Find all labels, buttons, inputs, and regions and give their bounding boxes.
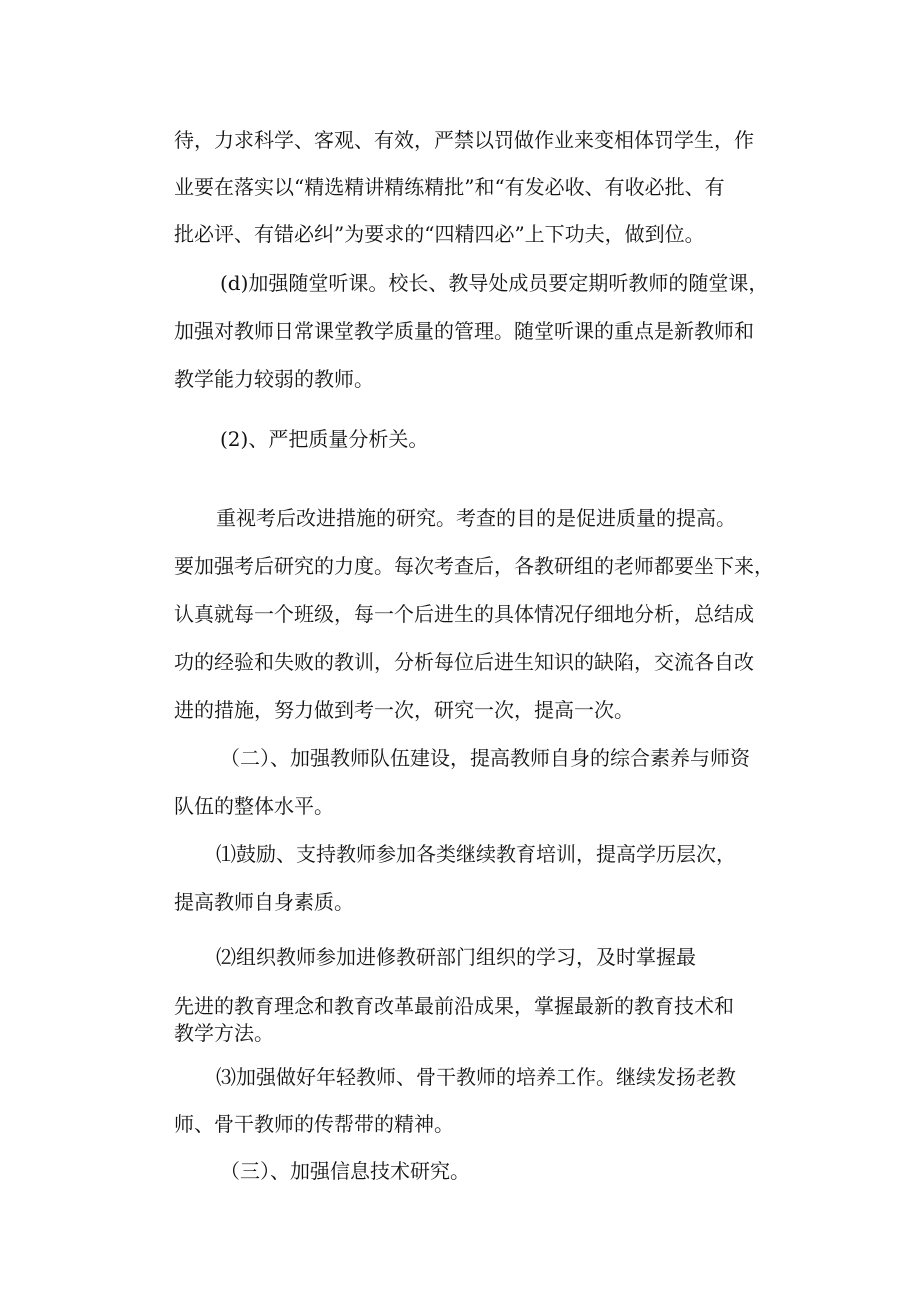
paragraph-line: 待，力求科学、客观、有效，严禁以罚做作业来变相体罚学生，作 (174, 128, 754, 152)
paragraph-line: 业要在落实以“精选精讲精练精批”和“有发必收、有收必批、有 (174, 175, 725, 199)
paragraph-line: 教学能力较弱的教师。 (174, 367, 374, 391)
section-heading: (2)、严把质量分析关。 (220, 427, 429, 451)
paragraph-line: 要加强考后研究的力度。每次考查后，各教研组的老师都要坐下来， (174, 554, 774, 578)
paragraph-line: 重视考后改进措施的研究。考查的目的是促进质量的提高。 (216, 506, 736, 530)
section-heading: （二）、加强教师队伍建设，提高教师自身的综合素养与师资 (220, 746, 750, 770)
paragraph-line: 教学方法。 (174, 1021, 274, 1045)
paragraph-line: 批必评、有错必纠”为要求的“四精四必”上下功夫，做到位。 (174, 222, 705, 246)
paragraph-line: 师、骨干教师的传帮带的精神。 (174, 1112, 454, 1136)
paragraph-line: ⑶加强做好年轻教师、骨干教师的培养工作。继续发扬老教 (216, 1065, 736, 1089)
paragraph-line: 队伍的整体水平。 (174, 794, 334, 818)
paragraph-line: ⑵组织教师参加进修教研部门组织的学习，及时掌握最 (216, 945, 696, 969)
paragraph-line: ⑴鼓励、支持教师参加各类继续教育培训，提高学历层次， (216, 842, 736, 866)
paragraph-line: (d)加强随堂听课。校长、教导处成员要定期听教师的随堂课， (220, 271, 769, 295)
paragraph-line: 加强对教师日常课堂教学质量的管理。随堂听课的重点是新教师和 (174, 319, 754, 343)
paragraph-line: 先进的教育理念和教育改革最前沿成果，掌握最新的教育技术和 (174, 994, 734, 1018)
paragraph-line: 提高教师自身素质。 (174, 890, 354, 914)
paragraph-line: 认真就每一个班级，每一个后进生的具体情况仔细地分析，总结成 (174, 602, 754, 626)
paragraph-line: 进的措施，努力做到考一次，研究一次，提高一次。 (174, 698, 634, 722)
paragraph-line: 功的经验和失败的教训，分析每位后进生知识的缺陷，交流各自改 (174, 650, 754, 674)
section-heading: （三）、加强信息技术研究。 (220, 1159, 470, 1183)
